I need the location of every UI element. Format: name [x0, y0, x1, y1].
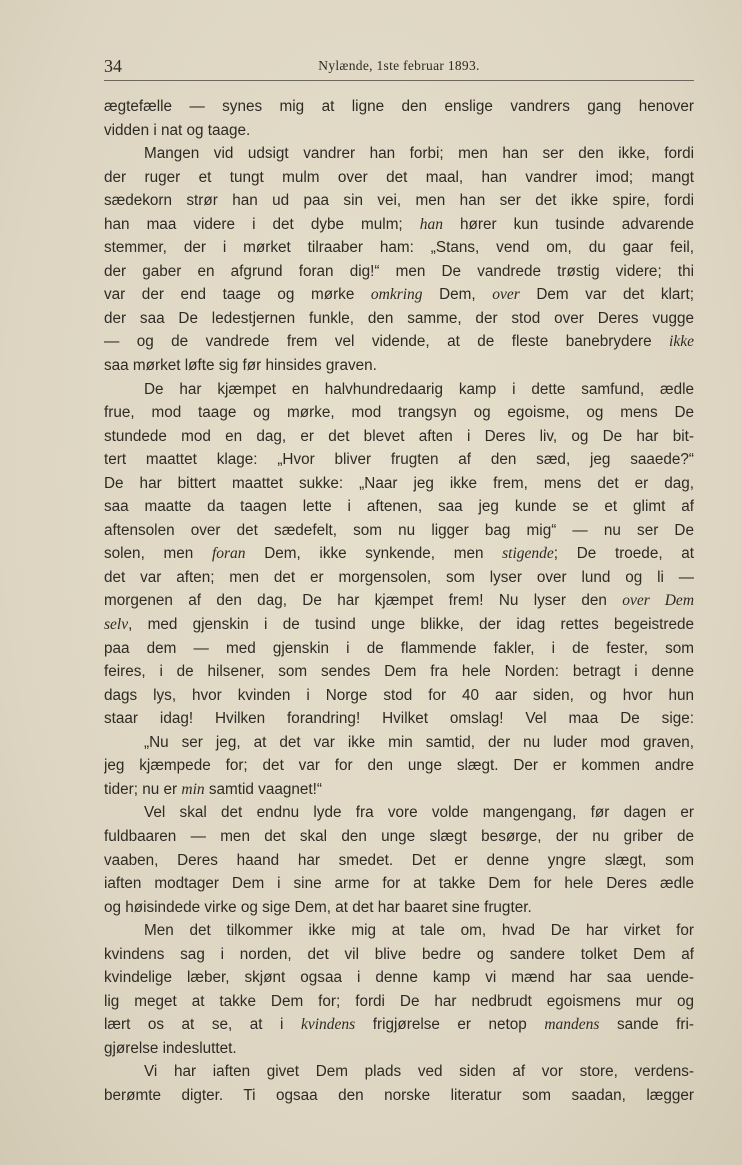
italic-text: mandens	[544, 1016, 600, 1034]
italic-text: omkring	[370, 286, 423, 304]
text-line	[104, 637, 694, 661]
page-header	[104, 54, 694, 81]
text-segment: lig meget at takke Dem for; fordi De har nedbrudt egoismens mur og	[104, 992, 694, 1010]
text-segment: kvindens sag i norden, det vil blive bedre og sandere tolket Dem af	[104, 945, 694, 963]
italic-text: stigende	[502, 545, 554, 563]
italic-text: kvindens	[300, 1016, 356, 1034]
text-line	[104, 495, 694, 519]
italic-text: over	[492, 286, 520, 304]
text-line	[104, 589, 694, 613]
text-segment: tider; nu er	[104, 780, 182, 798]
text-line	[104, 754, 694, 778]
text-segment: jeg kjæmpede for; det var for den unge slægt. Der er kommen andre	[104, 757, 694, 775]
text-line	[104, 566, 694, 590]
text-line	[104, 472, 694, 496]
text-line	[104, 95, 694, 119]
text-segment: vaaben, Deres haand har smedet. Det er denne yngre slægt, som	[104, 851, 694, 869]
text-line	[104, 707, 694, 731]
text-segment: ægtefælle — synes mig at ligne den enslige vandrers gang henover	[104, 98, 694, 115]
text-line	[104, 236, 694, 260]
text-line	[104, 1084, 694, 1108]
text-segment: var der end taage og mørke	[104, 286, 371, 304]
text-line	[104, 448, 694, 472]
text-segment: kvindelige læber, skjønt ogsaa i denne kamp vi mænd har saa uende-	[104, 969, 694, 987]
text-line	[104, 119, 694, 143]
text-line	[104, 330, 694, 354]
text-segment: Mangen vid udsigt vandrer han forbi; men han ser den ikke, fordi	[144, 145, 694, 163]
text-line	[104, 825, 694, 849]
text-line	[104, 684, 694, 708]
text-line	[104, 542, 694, 566]
text-segment: iaften modtager Dem i sine arme for at takke Dem for hele Deres ædle	[104, 875, 694, 893]
text-line	[104, 283, 694, 307]
text-line	[104, 613, 694, 637]
text-segment: De har bittert maattet sukke: „Naar jeg ikke frem, mens det er dag,	[104, 474, 694, 492]
text-segment: Vi har iaften givet Dem plads ved siden af vor store, verdens-	[144, 1063, 694, 1081]
text-segment: Dem, ikke synkende, men	[245, 545, 503, 563]
text-line	[104, 260, 694, 284]
text-line	[104, 401, 694, 425]
text-segment: , med gjenskin i de tusind unge blikke, der idag rettes begeistrede	[128, 616, 694, 634]
italic-text: han	[419, 215, 443, 233]
text-segment: „Nu ser jeg, at det var ikke min samtid, der nu luder mod graven,	[144, 733, 694, 751]
text-line	[104, 943, 694, 967]
text-line	[104, 307, 694, 331]
text-segment: frigjørelse er netop	[355, 1016, 545, 1034]
text-segment: De har kjæmpet en halvhundredaarig kamp i dette samfund, ædle	[144, 380, 694, 398]
text-segment: der gaber en afgrund foran dig!“ men De vandrede trøstig videre; thi	[104, 262, 694, 280]
text-line	[104, 213, 694, 237]
italic-text: over Dem	[622, 592, 694, 610]
page-number: 34	[104, 56, 122, 76]
text-segment: feires, i de hilsener, som sendes Dem fra hele Norden: betragt i denne	[104, 663, 694, 681]
text-segment: samtid vaagnet!“	[204, 780, 322, 798]
text-segment: fuldbaaren — men det skal den unge slægt besørge, der nu griber de	[104, 827, 694, 845]
text-segment: sædekorn strør han ud paa sin vei, men han ser det ikke spire, fordi	[104, 192, 694, 210]
text-segment: saa mørket løfte sig før hinsides graven.	[104, 357, 377, 375]
italic-text: min	[181, 780, 205, 798]
text-segment: saa maatte da taagen lette i aftenen, saa jeg kunde se et glimt af	[104, 498, 694, 516]
text-line	[104, 189, 694, 213]
text-line	[104, 990, 694, 1014]
text-segment: solen, men	[104, 545, 212, 563]
text-segment: lært os at se, at i	[104, 1016, 301, 1034]
body-text	[104, 95, 694, 1108]
text-line	[104, 1013, 694, 1037]
text-segment: tert maattet klage: „Hvor bliver frugten af den sæd, jeg saaede?“	[104, 451, 694, 469]
text-segment: — og de vandrede frem vel vidende, at de fleste banebrydere	[104, 333, 670, 351]
text-line	[104, 519, 694, 543]
text-line	[104, 354, 694, 378]
text-segment: der ruger et tungt mulm over det maal, han vandrer imod; mangt	[104, 168, 694, 186]
text-segment: og høisindede virke og sige Dem, at det har baaret sine frugter.	[104, 898, 532, 916]
text-line	[104, 872, 694, 896]
text-segment: dags lys, hvor kvinden i Norge stod for 40 aar siden, og hvor hun	[104, 686, 694, 704]
text-segment: Men det tilkommer ikke mig at tale om, hvad De har virket for	[144, 922, 694, 940]
text-segment: stemmer, der i mørket tilraaber ham: „Stans, vend om, du gaar feil,	[104, 239, 694, 257]
text-line	[104, 425, 694, 449]
italic-text: ikke	[669, 333, 694, 351]
text-line	[104, 778, 694, 802]
text-segment: hører kun tusinde advarende	[442, 215, 694, 233]
text-line	[104, 142, 694, 166]
text-segment: morgenen af den dag, De har kjæmpet frem! Nu lyser den	[104, 592, 623, 610]
text-line	[104, 896, 694, 920]
text-line	[104, 1060, 694, 1084]
text-segment: der saa De ledestjernen funkle, den samme, der stod over Deres vugge	[104, 309, 694, 327]
italic-text: selv	[104, 616, 129, 634]
text-segment: Vel skal det endnu lyde fra vore volde mangengang, før dagen er	[144, 804, 694, 822]
text-line	[104, 660, 694, 684]
text-segment: det var aften; men det er morgensolen, som lyser over lund og li —	[104, 568, 694, 586]
text-segment: berømte digter. Ti ogsaa den norske literatur som saadan, lægger	[104, 1086, 694, 1104]
running-head: Nylænde, 1ste februar 1893.	[318, 58, 480, 73]
text-line	[104, 731, 694, 755]
text-segment: gjørelse indesluttet.	[104, 1039, 237, 1057]
text-segment: aftensolen over det sædefelt, som nu ligger bag mig“ — nu ser De	[104, 521, 694, 539]
text-segment: sande fri-	[599, 1016, 694, 1034]
text-line	[104, 801, 694, 825]
text-segment: stundede mod en dag, er det blevet aften i Deres liv, og De har bit-	[104, 427, 694, 445]
text-line	[104, 1037, 694, 1061]
text-segment: han maa videre i det dybe mulm;	[104, 215, 420, 233]
text-segment: vidden i nat og taage.	[104, 121, 251, 139]
text-segment: frue, mod taage og mørke, mod trangsyn og egoisme, og mens De	[104, 404, 694, 422]
italic-text: foran	[211, 545, 246, 563]
text-line	[104, 166, 694, 190]
text-segment: staar idag! Hvilken forandring! Hvilket omslag! Vel maa De sige:	[104, 710, 694, 728]
text-line	[104, 919, 694, 943]
text-segment: ; De troede, at	[553, 545, 694, 563]
text-segment: Dem,	[422, 286, 493, 304]
text-segment: Dem var det klart;	[519, 286, 694, 304]
text-line	[104, 849, 694, 873]
text-line	[104, 378, 694, 402]
text-segment: paa dem — med gjenskin i de flammende fakler, i de fester, som	[104, 639, 694, 657]
text-line	[104, 966, 694, 990]
